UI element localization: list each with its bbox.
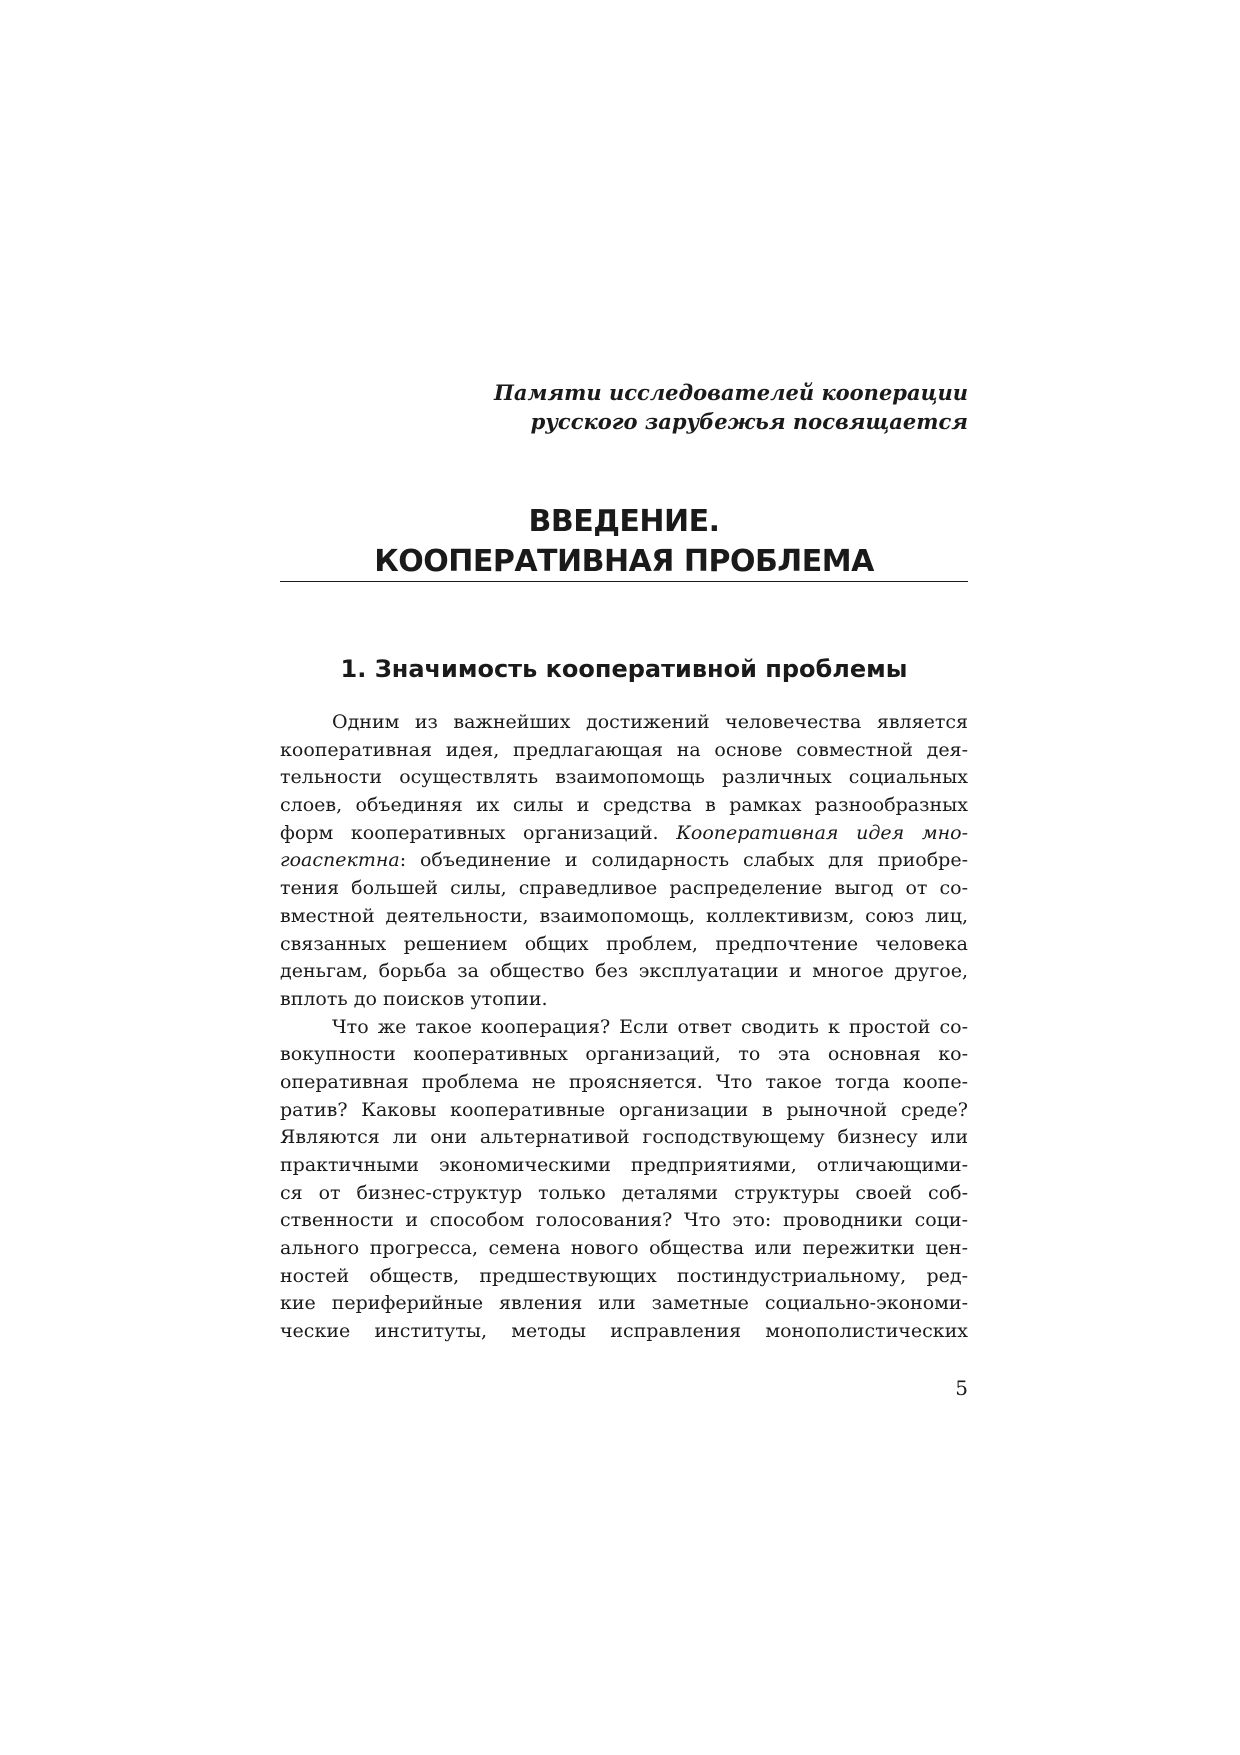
page-number: 5 bbox=[955, 1376, 968, 1400]
chapter-divider bbox=[280, 581, 968, 582]
paragraph-2-line: ального прогресса, семена нового общества или пережитки цен- bbox=[280, 1237, 968, 1260]
paragraph-1-line: вместной деятельности, взаимопомощь, коллективизм, союз лиц, bbox=[280, 904, 968, 927]
dedication-line-1: Памяти исследователей кооперации bbox=[494, 380, 968, 405]
emphasis-text: гоаспектна bbox=[280, 849, 400, 872]
paragraph-1-text: : объединение и солидарность слабых для приобре- bbox=[399, 849, 968, 872]
paragraph-1-line: деньгам, борьба за общество без эксплуатации и многое другое, bbox=[280, 960, 968, 983]
paragraph-1-line: Одним из важнейших достижений человечества является bbox=[332, 711, 968, 733]
paragraph-1-line: кооперативная идея, предлагающая на основе совместной дея- bbox=[280, 738, 968, 761]
paragraph-2-line: оперативная проблема не проясняется. Что такое тогда коопе- bbox=[280, 1070, 968, 1093]
paragraph-2-line: Являются ли они альтернативой господствующему бизнесу или bbox=[280, 1126, 968, 1149]
paragraph-1-line: вплоть до поисков утопии. bbox=[280, 987, 548, 1010]
paragraph-2-line: ся от бизнес-структур только деталями структуры своей соб- bbox=[280, 1181, 968, 1204]
paragraph-2-line: ностей обществ, предшествующих постиндустриальному, ред- bbox=[280, 1264, 968, 1287]
body-text bbox=[280, 709, 968, 1346]
paragraph-1-line: слоев, объединяя их силы и средства в рамках разнообразных bbox=[280, 794, 968, 817]
chapter-title-line-2: КООПЕРАТИВНАЯ ПРОБЛЕМА bbox=[374, 544, 874, 579]
paragraph-1-text: форм кооперативных организаций. bbox=[280, 821, 677, 844]
paragraph-2-line: ческие институты, методы исправления монополистических bbox=[280, 1320, 968, 1343]
paragraph-2-line: кие периферийные явления или заметные социально-экономи- bbox=[280, 1292, 968, 1315]
chapter-title bbox=[280, 502, 968, 582]
paragraph-2-line: ственности и способом голосования? Что это: проводники соци- bbox=[280, 1209, 968, 1232]
section-title: 1. Значимость кооперативной проблемы bbox=[340, 655, 908, 683]
dedication-line-2: русского зарубежья посвящается bbox=[530, 409, 968, 434]
paragraph-1-line bbox=[280, 847, 968, 875]
emphasis-text: Кооперативная идея мно- bbox=[676, 821, 968, 844]
dedication bbox=[280, 378, 968, 436]
paragraph-1-line: тения большей силы, справедливое распределение выгод от со- bbox=[280, 877, 968, 900]
paragraph-1-line bbox=[280, 820, 968, 848]
paragraph-2-line: практичными экономическими предприятиями, отличающими- bbox=[280, 1154, 968, 1176]
paragraph-1-line: тельности осуществлять взаимопомощь различных социальных bbox=[280, 766, 968, 789]
paragraph-2-line: ратив? Каковы кооперативные организации в рыночной среде? bbox=[280, 1098, 968, 1121]
paragraph-2-line: вокупности кооперативных организаций, то эта основная ко- bbox=[280, 1043, 968, 1066]
chapter-title-line-1: ВВЕДЕНИЕ. bbox=[528, 504, 720, 539]
paragraph-2-line: Что же такое кооперация? Если ответ сводить к простой со- bbox=[332, 1015, 968, 1038]
paragraph-1-line: связанных решением общих проблем, предпочтение человека bbox=[280, 932, 968, 955]
